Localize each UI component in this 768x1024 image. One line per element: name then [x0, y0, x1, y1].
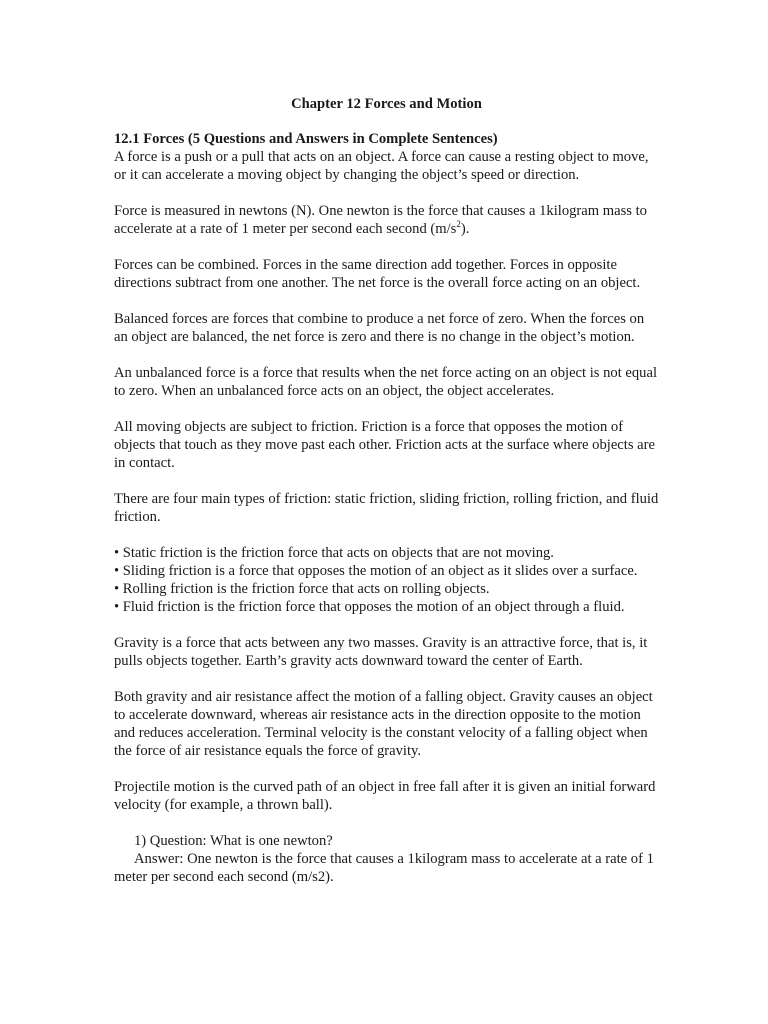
question-1: 1) Question: What is one newton? [134, 833, 333, 849]
paragraph-force-definition: A force is a push or a pull that acts on an object. A force can cause a resting object to move, or it can accelerate a moving object by changing the object’s speed or direction. [114, 149, 649, 183]
document-body [114, 95, 659, 886]
page-title: Chapter 12 Forces and Motion [291, 96, 482, 112]
list-item: • Rolling friction is the friction force that acts on rolling objects. [114, 581, 490, 597]
answer-1: Answer: One newton is the force that causes a 1kilogram mass to accelerate at a rate of 1 meter per second each second (m/s2). [114, 851, 654, 885]
list-item: • Fluid friction is the friction force that opposes the motion of an object through a fluid. [114, 599, 625, 615]
paragraph-combined-forces: Forces can be combined. Forces in the same direction add together. Forces in opposite directions subtract from one another. The net force is the overall force acting on an object. [114, 257, 641, 291]
paragraph-balanced-forces: Balanced forces are forces that combine to produce a net force of zero. When the forces on an object are balanced, the net force is zero and there is no change in the object’s motion. [114, 311, 645, 345]
paragraph-newtons-end: ). [460, 221, 470, 237]
list-item: • Static friction is the friction force that acts on objects that are not moving. [114, 545, 554, 561]
paragraph-newtons-text: Force is measured in newtons (N). One newton is the force that causes a 1kilogram mass to accelerate at a rate of 1 meter per second each second (m/s [114, 203, 647, 237]
friction-list [114, 544, 659, 616]
superscript-two: 2 [456, 219, 461, 230]
paragraph-unbalanced-force: An unbalanced force is a force that results when the net force acting on an object is not equal to zero. When an unbalanced force acts on an object, the object accelerates. [114, 365, 658, 399]
paragraph-air-resistance: Both gravity and air resistance affect the motion of a falling object. Gravity causes an object to accelerate downward, whereas air resistance acts in the direction opposite to the motion and reduces acceleration. Terminal velocity is the constant velocity of a falling object when the force of air resistance equals the force of gravity. [114, 689, 653, 759]
paragraph-friction-types: There are four main types of friction: static friction, sliding friction, rolling friction, and fluid friction. [114, 491, 659, 525]
paragraph-gravity: Gravity is a force that acts between any two masses. Gravity is an attractive force, that is, it pulls objects together. Earth’s gravity acts downward toward the center of Earth. [114, 635, 648, 669]
list-item: • Sliding friction is a force that opposes the motion of an object as it slides over a surface. [114, 563, 638, 579]
paragraph-projectile-motion: Projectile motion is the curved path of an object in free fall after it is given an initial forward velocity (for example, a thrown ball). [114, 779, 656, 813]
paragraph-newtons [114, 202, 659, 238]
paragraph-friction: All moving objects are subject to friction. Friction is a force that opposes the motion of objects that touch as they move past each other. Friction acts at the surface where objects are in contact. [114, 419, 655, 471]
section-heading: 12.1 Forces (5 Questions and Answers in Complete Sentences) [114, 131, 498, 147]
